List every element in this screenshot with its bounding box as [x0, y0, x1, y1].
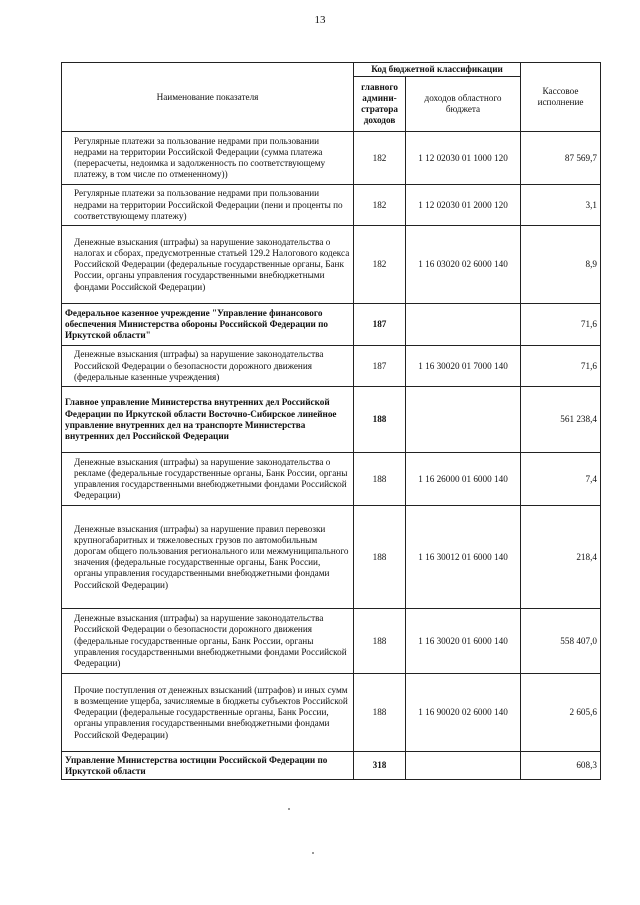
table-row: [62, 346, 601, 387]
row-name: Главное управление Министерства внутренних дел Российской Федерации по Иркутской области Восточно-Сибирское линейное управление внутренних дел на транспорте Министерства внутренних дел Российской Федерации: [62, 387, 354, 453]
row-amount: 87 569,7: [521, 132, 601, 185]
row-amount: 608,3: [521, 752, 601, 780]
row-name: Денежные взыскания (штрафы) за нарушение законодательства о рекламе (федеральные государственные органы, Банк России, органы управления государственными внебюджетными фондами Российской Федерации): [62, 453, 354, 506]
table-row: [62, 304, 601, 346]
row-admin-code: 182: [354, 226, 406, 304]
row-income-code: [406, 752, 521, 780]
row-income-code: 1 16 03020 02 6000 140: [406, 226, 521, 304]
row-income-code: 1 16 26000 01 6000 140: [406, 453, 521, 506]
table-row: [62, 752, 601, 780]
row-income-code: 1 16 30020 01 7000 140: [406, 346, 521, 387]
row-admin-code: 182: [354, 185, 406, 226]
row-admin-code: 188: [354, 506, 406, 609]
header-budget-classification-code: Код бюджетной классификации: [354, 63, 521, 77]
row-income-code: 1 16 30012 01 6000 140: [406, 506, 521, 609]
table-row: [62, 506, 601, 609]
row-amount: 8,9: [521, 226, 601, 304]
row-income-code: 1 16 30020 01 6000 140: [406, 609, 521, 674]
header-chief-administrator: главного админи-стратора доходов: [354, 77, 406, 132]
row-amount: 3,1: [521, 185, 601, 226]
table-row: [62, 226, 601, 304]
row-income-code: [406, 304, 521, 346]
page-number: 13: [314, 14, 326, 26]
row-name: Денежные взыскания (штрафы) за нарушение законодательства Российской Федерации о безопасности дорожного движения (федеральные казенные учреждения): [62, 346, 354, 387]
table-row: [62, 453, 601, 506]
header-regional-income: доходов областного бюджета: [406, 77, 521, 132]
row-amount: 71,6: [521, 304, 601, 346]
row-income-code: [406, 387, 521, 453]
scan-speck: [288, 808, 290, 810]
row-name: Регулярные платежи за пользование недрами при пользовании недрами на территории Российской Федерации (пени и проценты по соответствующему платежу): [62, 185, 354, 226]
row-amount: 218,4: [521, 506, 601, 609]
row-admin-code: 187: [354, 346, 406, 387]
row-admin-code: 188: [354, 453, 406, 506]
row-name: Денежные взыскания (штрафы) за нарушение законодательства о налогах и сборах, предусмотренные статьей 129.2 Налогового кодекса Российской Федерации (федеральные государственные органы, Банк России, органы управления государственными внебюджетными фондами Российской Федерации): [62, 226, 354, 304]
header-indicator-name: Наименование показателя: [62, 63, 354, 132]
row-admin-code: 318: [354, 752, 406, 780]
row-admin-code: 187: [354, 304, 406, 346]
row-amount: 558 407,0: [521, 609, 601, 674]
row-amount: 71,6: [521, 346, 601, 387]
row-name: Денежные взыскания (штрафы) за нарушение правил перевозки крупногабаритных и тяжеловесных грузов по автомобильным дорогам общего пользования регионального или межмуниципального значения (федеральные государственные органы, Банк России, органы управления государственными внебюджетными фондами Российской Федерации): [62, 506, 354, 609]
table-row: [62, 674, 601, 752]
row-name: Денежные взыскания (штрафы) за нарушение законодательства Российской Федерации о безопасности дорожного движения (федеральные государственные органы, Банк России, органы управления государственными внебюджетными фондами Российской Федерации): [62, 609, 354, 674]
row-admin-code: 188: [354, 387, 406, 453]
row-admin-code: 182: [354, 132, 406, 185]
row-income-code: 1 12 02030 01 2000 120: [406, 185, 521, 226]
row-name: Регулярные платежи за пользование недрами при пользовании недрами на территории Российской Федерации (сумма платежа (перерасчеты, недоимка и задолженность по соответствующему платежу, в том числе по отмененному)): [62, 132, 354, 185]
row-name: Управление Министерства юстиции Российской Федерации по Иркутской области: [62, 752, 354, 780]
header-cash-execution: Кассовое исполнение: [521, 63, 601, 132]
row-amount: 561 238,4: [521, 387, 601, 453]
scan-speck: [312, 852, 314, 854]
row-admin-code: 188: [354, 609, 406, 674]
table-header-row: [62, 63, 601, 77]
row-admin-code: 188: [354, 674, 406, 752]
row-name: Федеральное казенное учреждение "Управление финансового обеспечения Министерства обороны Российской Федерации по Иркутской области": [62, 304, 354, 346]
table-row: [62, 185, 601, 226]
row-income-code: 1 16 90020 02 6000 140: [406, 674, 521, 752]
table-row: [62, 132, 601, 185]
row-amount: 2 605,6: [521, 674, 601, 752]
row-name: Прочие поступления от денежных взысканий (штрафов) и иных сумм в возмещение ущерба, зачисляемые в бюджеты субъектов Российской Федерации (федеральные государственные органы, Банк России, органы управления государственными внебюджетными фондами Российской Федерации): [62, 674, 354, 752]
row-amount: 7,4: [521, 453, 601, 506]
budget-execution-table: [61, 62, 601, 780]
row-income-code: 1 12 02030 01 1000 120: [406, 132, 521, 185]
table-row: [62, 387, 601, 453]
table-row: [62, 609, 601, 674]
